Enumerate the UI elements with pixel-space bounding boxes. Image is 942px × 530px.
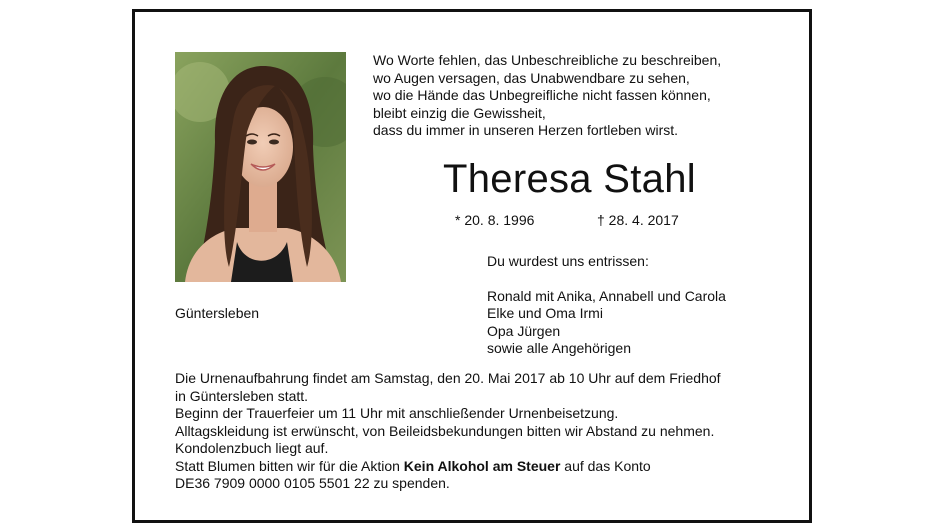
mourner-line: Elke und Oma Irmi [487, 305, 603, 321]
hometown: Güntersleben [175, 305, 260, 321]
campaign-name: Kein Alkohol am Steuer [403, 457, 561, 474]
poem-line: wo Augen versagen, das Unabwendbare zu sehen, [373, 69, 690, 86]
notice-line: Beginn der Trauerfeier um 11 Uhr mit anschließender Urnenbeisetzung. [175, 405, 619, 421]
poem-line: Wo Worte fehlen, das Unbeschreibliche zu beschreiben, [373, 52, 722, 68]
mourners-block [487, 253, 797, 358]
poem-line: bleibt einzig die Gewissheit, [373, 104, 546, 121]
donation-text-pre: Statt Blumen bitten wir für die Aktion [175, 457, 404, 474]
obituary-card [132, 9, 812, 523]
death-date: † 28. 4. 2017 [597, 212, 679, 228]
notice-line: Alltagskleidung ist erwünscht, von Beileidsbekundungen bitten wir Abstand zu nehmen. [175, 422, 715, 439]
deceased-name: Theresa Stahl [443, 157, 696, 201]
mourners-intro: Du wurdest uns entrissen: [487, 253, 649, 269]
mourner-line: sowie alle Angehörigen [487, 340, 631, 356]
poem [373, 52, 793, 140]
funeral-notice [175, 370, 795, 493]
mourner-line: Ronald mit Anika, Annabell und Carola [487, 287, 726, 304]
mourner-line: Opa Jürgen [487, 322, 561, 339]
donation-text-post: auf das Konto [560, 457, 651, 474]
notice-line-donation [175, 458, 795, 476]
notice-line: Kondolenzbuch liegt auf. [175, 440, 329, 456]
portrait-photo [175, 52, 346, 282]
poem-line: dass du immer in unseren Herzen fortleben wirst. [373, 122, 679, 138]
birth-date: * 20. 8. 1996 [455, 212, 535, 228]
poem-line: wo die Hände das Unbegreifliche nicht fassen können, [373, 87, 711, 103]
notice-line: Die Urnenaufbahrung findet am Samstag, den 20. Mai 2017 ab 10 Uhr auf dem Friedhof [175, 370, 721, 386]
notice-line: in Güntersleben statt. [175, 387, 309, 404]
portrait-illustration [175, 52, 346, 282]
bank-account-line: DE36 7909 0000 0105 5501 22 zu spenden. [175, 475, 450, 491]
